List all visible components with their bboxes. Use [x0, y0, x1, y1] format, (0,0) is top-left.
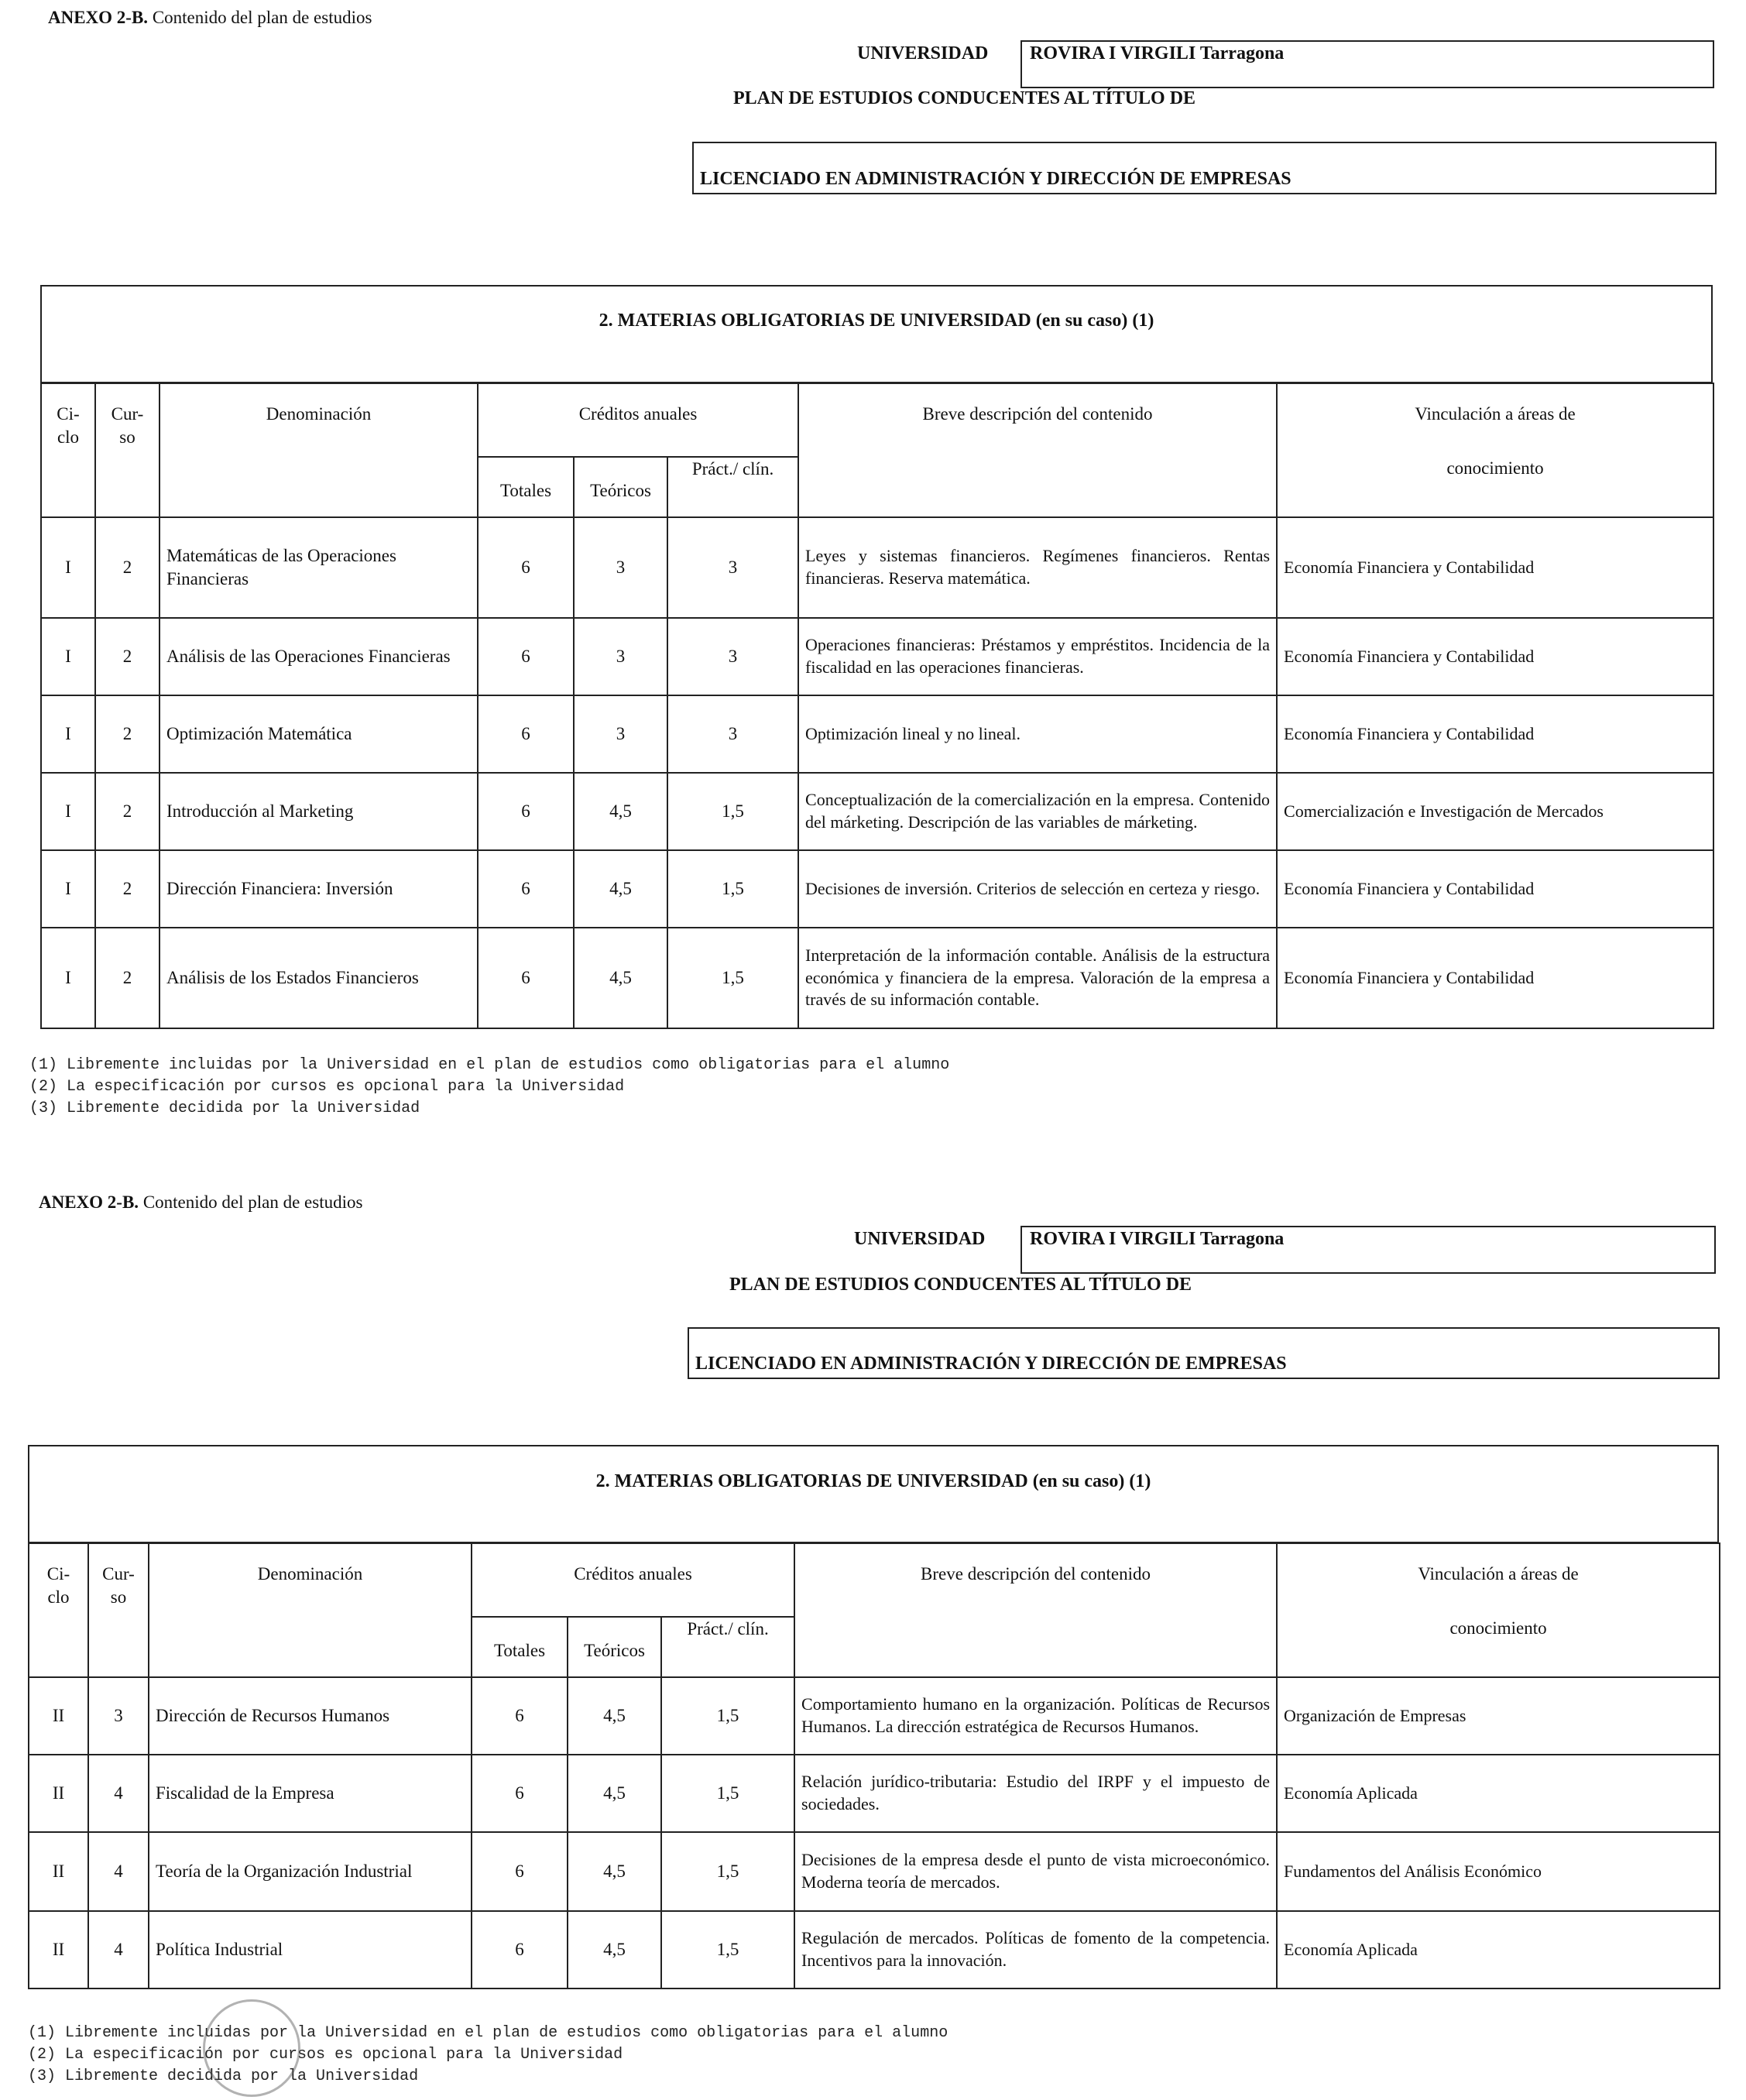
cell-practicos: 1,5	[661, 1755, 794, 1832]
header-curso: Cur- so	[88, 1543, 149, 1677]
cell-area: Economía Financiera y Contabilidad	[1277, 695, 1713, 773]
cell-curso: 4	[88, 1911, 149, 1988]
cell-curso: 2	[95, 773, 160, 850]
cell-descripcion: Interpretación de la información contable. Análisis de la estructura económica y financiera de la empresa. Valoración de la empresa a través de su información contable.	[798, 928, 1277, 1028]
footnote-1: (1) Libremente incluidas por la Universidad en el plan de estudios como obligatorias para el alumno	[29, 1056, 950, 1074]
cell-descripcion: Conceptualización de la comercialización en la empresa. Contenido del márketing. Descripción de las variables de márketing.	[798, 773, 1277, 850]
cell-denominacion: Teoría de la Organización Industrial	[149, 1832, 472, 1911]
plan-title: PLAN DE ESTUDIOS CONDUCENTES AL TÍTULO DE	[729, 1275, 1192, 1295]
cell-ciclo: I	[41, 695, 95, 773]
cell-ciclo: II	[29, 1755, 88, 1832]
table-row	[41, 517, 1713, 618]
table-row	[29, 1755, 1720, 1832]
university-name-box	[1021, 40, 1714, 88]
table-row	[29, 1677, 1720, 1755]
cell-practicos: 1,5	[661, 1832, 794, 1911]
cell-ciclo: I	[41, 618, 95, 695]
cell-ciclo: II	[29, 1911, 88, 1988]
cell-teoricos: 3	[574, 695, 667, 773]
cell-teoricos: 3	[574, 618, 667, 695]
table-row	[41, 773, 1713, 850]
cell-teoricos: 3	[574, 517, 667, 618]
cell-curso: 4	[88, 1755, 149, 1832]
footnote-2: (2) La especificación por cursos es opcional para la Universidad	[29, 1078, 625, 1096]
degree-box	[692, 142, 1717, 194]
cell-totales: 6	[478, 773, 574, 850]
header-vinculacion	[1277, 383, 1713, 517]
cell-area: Fundamentos del Análisis Económico	[1277, 1832, 1720, 1911]
table-row	[29, 1832, 1720, 1911]
cell-denominacion: Optimización Matemática	[160, 695, 478, 773]
header-creditos: Créditos anuales	[472, 1543, 794, 1617]
cell-practicos: 3	[667, 517, 798, 618]
annex-label: ANEXO 2-B.	[39, 1192, 139, 1212]
subjects-table	[40, 383, 1714, 1029]
cell-descripcion: Decisiones de inversión. Criterios de selección en certeza y riesgo.	[798, 850, 1277, 928]
section-title: 2. MATERIAS OBLIGATORIAS DE UNIVERSIDAD (en su caso) (1)	[599, 311, 1154, 331]
table-row	[41, 850, 1713, 928]
cell-ciclo: I	[41, 928, 95, 1028]
official-stamp-icon	[203, 1999, 300, 2097]
cell-teoricos: 4,5	[574, 928, 667, 1028]
cell-totales: 6	[478, 695, 574, 773]
table-row	[41, 618, 1713, 695]
cell-practicos: 3	[667, 695, 798, 773]
cell-area: Economía Aplicada	[1277, 1755, 1720, 1832]
cell-ciclo: II	[29, 1832, 88, 1911]
table-row	[41, 928, 1713, 1028]
cell-curso: 2	[95, 517, 160, 618]
cell-descripcion: Optimización lineal y no lineal.	[798, 695, 1277, 773]
cell-practicos: 1,5	[661, 1677, 794, 1755]
header-descripcion: Breve descripción del contenido	[794, 1543, 1277, 1677]
footnote-2: (2) La especificación por cursos es opcional para la Universidad	[28, 2046, 623, 2064]
header-teoricos: Teóricos	[574, 457, 667, 517]
header-totales: Totales	[478, 457, 574, 517]
cell-descripcion: Operaciones financieras: Préstamos y empréstitos. Incidencia de la fiscalidad en las operaciones financieras.	[798, 618, 1277, 695]
cell-denominacion: Dirección Financiera: Inversión	[160, 850, 478, 928]
section-title-frame	[28, 1445, 1719, 1543]
header-vinculacion	[1277, 1543, 1720, 1677]
cell-area: Economía Financiera y Contabilidad	[1277, 517, 1713, 618]
footnote-1: (1) Libremente incluidas por la Universidad en el plan de estudios como obligatorias para el alumno	[28, 2024, 948, 2042]
cell-ciclo: II	[29, 1677, 88, 1755]
degree-title: LICENCIADO EN ADMINISTRACIÓN Y DIRECCIÓN DE EMPRESAS	[700, 169, 1291, 189]
header-denominacion: Denominación	[160, 383, 478, 517]
university-label: UNIVERSIDAD	[857, 43, 989, 63]
header-practicos: Práct./ clín.	[667, 457, 798, 517]
header-teoricos: Teóricos	[568, 1617, 661, 1677]
cell-denominacion: Política Industrial	[149, 1911, 472, 1988]
university-name-box	[1021, 1226, 1716, 1274]
header-ciclo: Ci- clo	[41, 383, 95, 517]
cell-practicos: 1,5	[661, 1911, 794, 1988]
cell-curso: 2	[95, 695, 160, 773]
cell-descripcion: Regulación de mercados. Políticas de fomento de la competencia. Incentivos para la innovación.	[794, 1911, 1277, 1988]
cell-ciclo: I	[41, 517, 95, 618]
cell-teoricos: 4,5	[568, 1911, 661, 1988]
cell-curso: 2	[95, 618, 160, 695]
cell-curso: 2	[95, 850, 160, 928]
cell-curso: 4	[88, 1832, 149, 1911]
cell-descripcion: Decisiones de la empresa desde el punto de vista microeconómico. Moderna teoría de mercados.	[794, 1832, 1277, 1911]
cell-totales: 6	[472, 1755, 568, 1832]
cell-ciclo: I	[41, 773, 95, 850]
header-ciclo: Ci- clo	[29, 1543, 88, 1677]
cell-ciclo: I	[41, 850, 95, 928]
plan-title: PLAN DE ESTUDIOS CONDUCENTES AL TÍTULO DE	[733, 88, 1196, 108]
annex-heading	[48, 8, 372, 28]
section-title: 2. MATERIAS OBLIGATORIAS DE UNIVERSIDAD (en su caso) (1)	[595, 1471, 1151, 1491]
cell-denominacion: Análisis de los Estados Financieros	[160, 928, 478, 1028]
cell-descripcion: Comportamiento humano en la organización. Políticas de Recursos Humanos. La dirección estratégica de Recursos Humanos.	[794, 1677, 1277, 1755]
university-name: ROVIRA I VIRGILI Tarragona	[1030, 43, 1285, 63]
cell-practicos: 1,5	[667, 928, 798, 1028]
header-vinculacion-line2: conocimiento	[1446, 458, 1544, 478]
cell-area: Economía Aplicada	[1277, 1911, 1720, 1988]
cell-denominacion: Dirección de Recursos Humanos	[149, 1677, 472, 1755]
table-row	[41, 695, 1713, 773]
cell-teoricos: 4,5	[568, 1832, 661, 1911]
cell-denominacion: Análisis de las Operaciones Financieras	[160, 618, 478, 695]
document-page-2	[0, 1185, 1746, 2100]
footnotes	[28, 2023, 948, 2088]
footnotes	[29, 1055, 949, 1120]
section-title-frame	[40, 285, 1713, 383]
cell-teoricos: 4,5	[574, 773, 667, 850]
cell-area: Economía Financiera y Contabilidad	[1277, 850, 1713, 928]
cell-teoricos: 4,5	[568, 1677, 661, 1755]
header-vinculacion-line2: conocimiento	[1449, 1618, 1547, 1638]
cell-practicos: 3	[667, 618, 798, 695]
header-practicos: Práct./ clín.	[661, 1617, 794, 1677]
cell-area: Organización de Empresas	[1277, 1677, 1720, 1755]
cell-teoricos: 4,5	[574, 850, 667, 928]
cell-curso: 2	[95, 928, 160, 1028]
header-vinculacion-line1: Vinculación a áreas de	[1415, 404, 1576, 424]
cell-curso: 3	[88, 1677, 149, 1755]
header-denominacion: Denominación	[149, 1543, 472, 1677]
table-row	[29, 1911, 1720, 1988]
annex-heading	[39, 1192, 362, 1213]
annex-label: ANEXO 2-B.	[48, 8, 149, 27]
university-name: ROVIRA I VIRGILI Tarragona	[1030, 1229, 1285, 1249]
degree-box	[688, 1327, 1720, 1379]
header-creditos: Créditos anuales	[478, 383, 798, 457]
cell-practicos: 1,5	[667, 773, 798, 850]
cell-descripcion: Leyes y sistemas financieros. Regímenes financieros. Rentas financieras. Reserva matemática.	[798, 517, 1277, 618]
footnote-3: (3) Libremente decidida por la Universidad	[28, 2067, 419, 2085]
degree-title: LICENCIADO EN ADMINISTRACIÓN Y DIRECCIÓN DE EMPRESAS	[695, 1354, 1287, 1374]
cell-area: Economía Financiera y Contabilidad	[1277, 928, 1713, 1028]
cell-denominacion: Matemáticas de las Operaciones Financieras	[160, 517, 478, 618]
annex-text: Contenido del plan de estudios	[152, 8, 372, 27]
cell-totales: 6	[478, 928, 574, 1028]
cell-descripcion: Relación jurídico-tributaria: Estudio del IRPF y el impuesto de sociedades.	[794, 1755, 1277, 1832]
header-vinculacion-line1: Vinculación a áreas de	[1418, 1564, 1579, 1584]
university-label: UNIVERSIDAD	[854, 1229, 986, 1249]
annex-text: Contenido del plan de estudios	[142, 1192, 363, 1212]
cell-practicos: 1,5	[667, 850, 798, 928]
header-curso: Cur- so	[95, 383, 160, 517]
cell-totales: 6	[478, 618, 574, 695]
cell-totales: 6	[472, 1832, 568, 1911]
cell-totales: 6	[478, 517, 574, 618]
cell-area: Comercialización e Investigación de Mercados	[1277, 773, 1713, 850]
header-descripcion: Breve descripción del contenido	[798, 383, 1277, 517]
cell-totales: 6	[478, 850, 574, 928]
footnote-3: (3) Libremente decidida por la Universidad	[29, 1100, 420, 1117]
header-totales: Totales	[472, 1617, 568, 1677]
cell-totales: 6	[472, 1677, 568, 1755]
cell-teoricos: 4,5	[568, 1755, 661, 1832]
cell-area: Economía Financiera y Contabilidad	[1277, 618, 1713, 695]
cell-denominacion: Fiscalidad de la Empresa	[149, 1755, 472, 1832]
subjects-table	[28, 1542, 1720, 1989]
cell-totales: 6	[472, 1911, 568, 1988]
cell-denominacion: Introducción al Marketing	[160, 773, 478, 850]
